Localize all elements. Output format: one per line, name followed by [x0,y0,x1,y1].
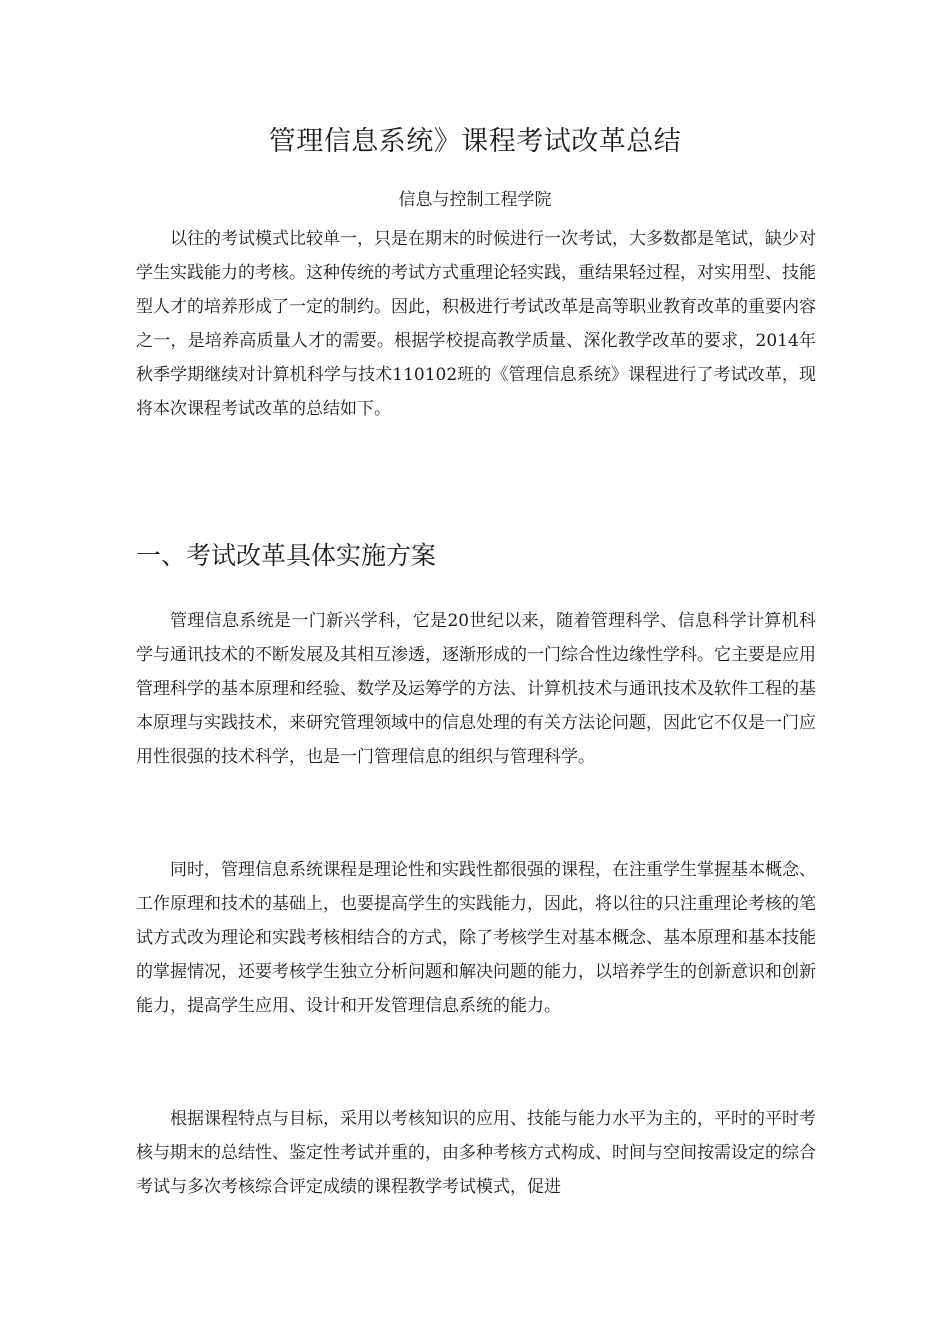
section-heading: 一、考试改革具体实施方案 [136,541,437,570]
body-paragraph: 根据课程特点与目标，采用以考核知识的应用、技能与能力水平为主的，平时的平时考核与期末的总结性、鉴定性考试并重的，由多种考核方式构成、时间与空间按需设定的综合考试与多次考核综合评定成绩的课程教学考试模式，促进 [136,1109,816,1197]
body-paragraph: 管理信息系统是一门新兴学科，它是20世纪以来，随着管理科学、信息科学计算机科学与通讯技术的不断发展及其相互渗透，逐渐形成的一门综合性边缘性学科。它主要是应用管理科学的基本原理和经验、数学及运筹学的方法、计算机技术与通讯技术及软件工程的基本原理与实践技术，来研究管理领域中的信息处理的有关方法论问题，因此它不仅是一门应用性很强的技术科学，也是一门管理信息的组织与管理科学。 [136,611,816,767]
document-title: 管理信息系统》课程考试改革总结 [268,126,682,157]
intro-paragraph: 以往的考试模式比较单一，只是在期末的时候进行一次考试，大多数都是笔试，缺少对学生实践能力的考核。这种传统的考试方式重理论轻实践，重结果轻过程，对实用型、技能型人才的培养形成了一定的制约。因此，积极进行考试改革是高等职业教育改革的重要内容之一，是培养高质量人才的需要。根据学校提高教学质量、深化教学改革的要求，2014年秋季学期继续对计算机科学与技术110102班的《管理信息系统》课程进行了考试改革，现将本次课程考试改革的总结如下。 [136,229,816,419]
body-paragraph: 同时，管理信息系统课程是理论性和实践性都很强的课程，在注重学生掌握基本概念、工作原理和技术的基础上，也要提高学生的实践能力，因此，将以往的只注重理论考核的笔试方式改为理论和实践考核相结合的方式，除了考核学生对基本概念、基本原理和基本技能的掌握情况，还要考核学生独立分析问题和解决问题的能力，以培养学生的创新意识和创新能力，提高学生应用、设计和开发管理信息系统的能力。 [136,860,816,1016]
document-subtitle: 信息与控制工程学院 [398,190,552,210]
